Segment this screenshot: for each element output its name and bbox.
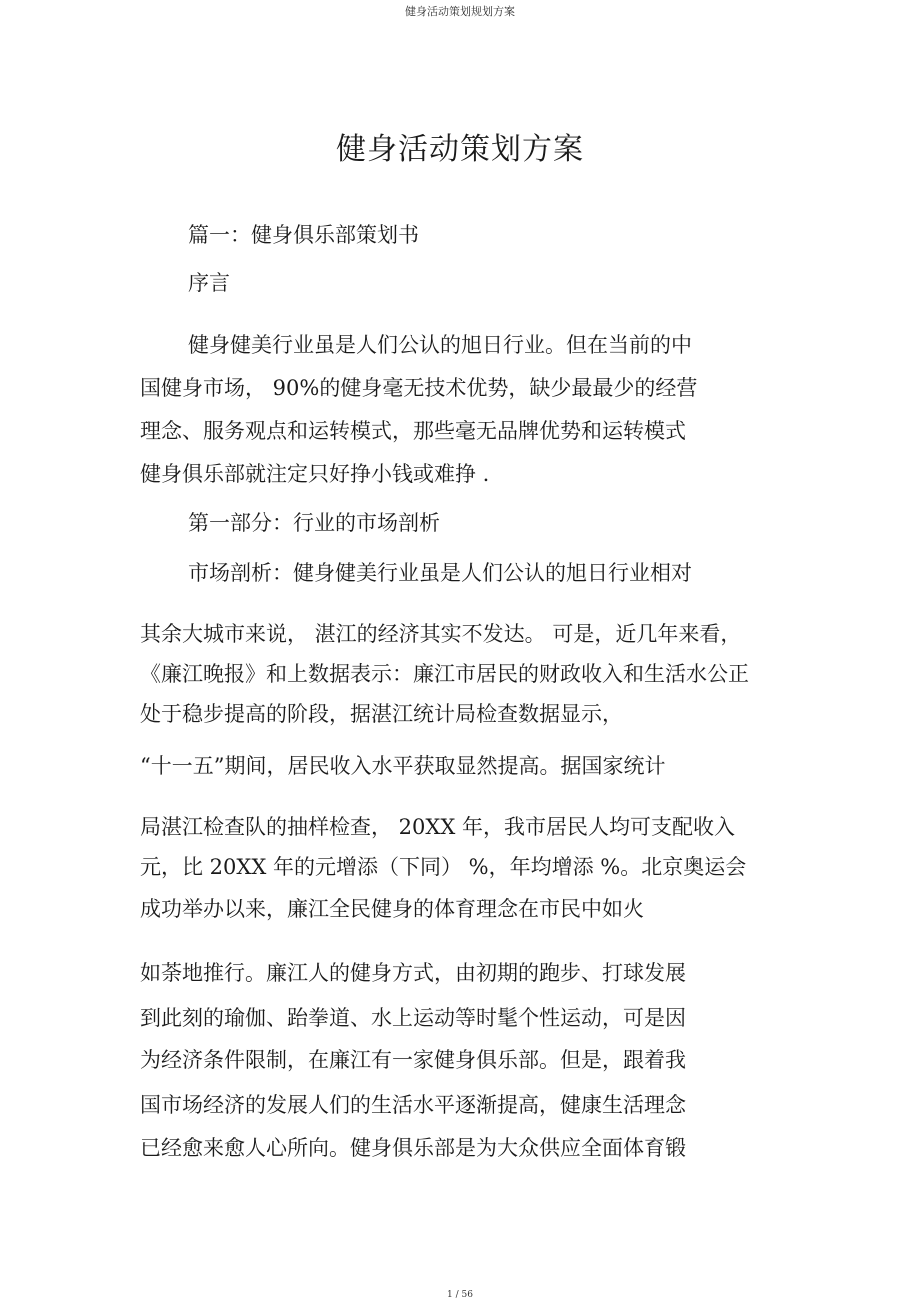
paragraph-line: 已经愈来愈人心所向。健身俱乐部是为大众供应全面体育锻 <box>140 1136 686 1160</box>
paragraph-line: 理念、服务观点和运转模式，那些毫无品牌优势和运转模式 <box>140 419 686 443</box>
page-header: 健身活动策划规划方案 <box>405 5 515 18</box>
page-number: 1 / 56 <box>447 1290 473 1300</box>
paragraph-line: “十一五”期间，居民收入水平获取显然提高。据国家统计 <box>140 754 666 778</box>
paragraph-line: 为经济条件限制，在廉江有一家健身俱乐部。但是，跟着我 <box>140 1048 686 1072</box>
section-heading: 篇一：健身俱乐部策划书 <box>188 223 419 247</box>
paragraph-line: 如荼地推行。廉江人的健身方式，由初期的跑步、打球发展 <box>140 961 686 985</box>
paragraph-line: 市场剖析：健身健美行业虽是人们公认的旭日行业相对 <box>188 561 692 585</box>
preface-heading: 序言 <box>188 271 230 295</box>
paragraph-line: 到此刻的瑜伽、跆拳道、水上运动等时髦个性运动，可是因 <box>140 1006 686 1030</box>
paragraph-line: 元，比 20XX 年的元增添（下同） %，年均增添 %。北京奥运会 <box>140 855 747 879</box>
paragraph-line: 处于稳步提高的阶段，据湛江统计局检查数据显示， <box>140 702 623 726</box>
paragraph-line: 成功举办以来，廉江全民健身的体育理念在市民中如火 <box>140 897 644 921</box>
paragraph-line: 《廉江晚报》和上数据表示：廉江市居民的财政收入和生活水公正 <box>140 662 749 686</box>
paragraph-line: 健身健美行业虽是人们公认的旭日行业。但在当前的中 <box>188 333 692 357</box>
paragraph-line: 局湛江检查队的抽样检查， 20XX 年，我市居民人均可支配收入 <box>140 815 735 839</box>
paragraph-line: 国市场经济的发展人们的生活水平逐渐提高，健康生活理念 <box>140 1093 686 1117</box>
part-heading: 第一部分：行业的市场剖析 <box>188 511 440 535</box>
paragraph-line: 其余大城市来说， 湛江的经济其实不发达。 可是，近几年来看， <box>140 622 742 646</box>
document-title: 健身活动策划方案 <box>336 132 584 167</box>
paragraph-line: 国健身市场， 90%的健身毫无技术优势，缺少最最少的经营 <box>140 376 698 400</box>
paragraph-line: 健身俱乐部就注定只好挣小钱或难挣 . <box>140 462 490 486</box>
